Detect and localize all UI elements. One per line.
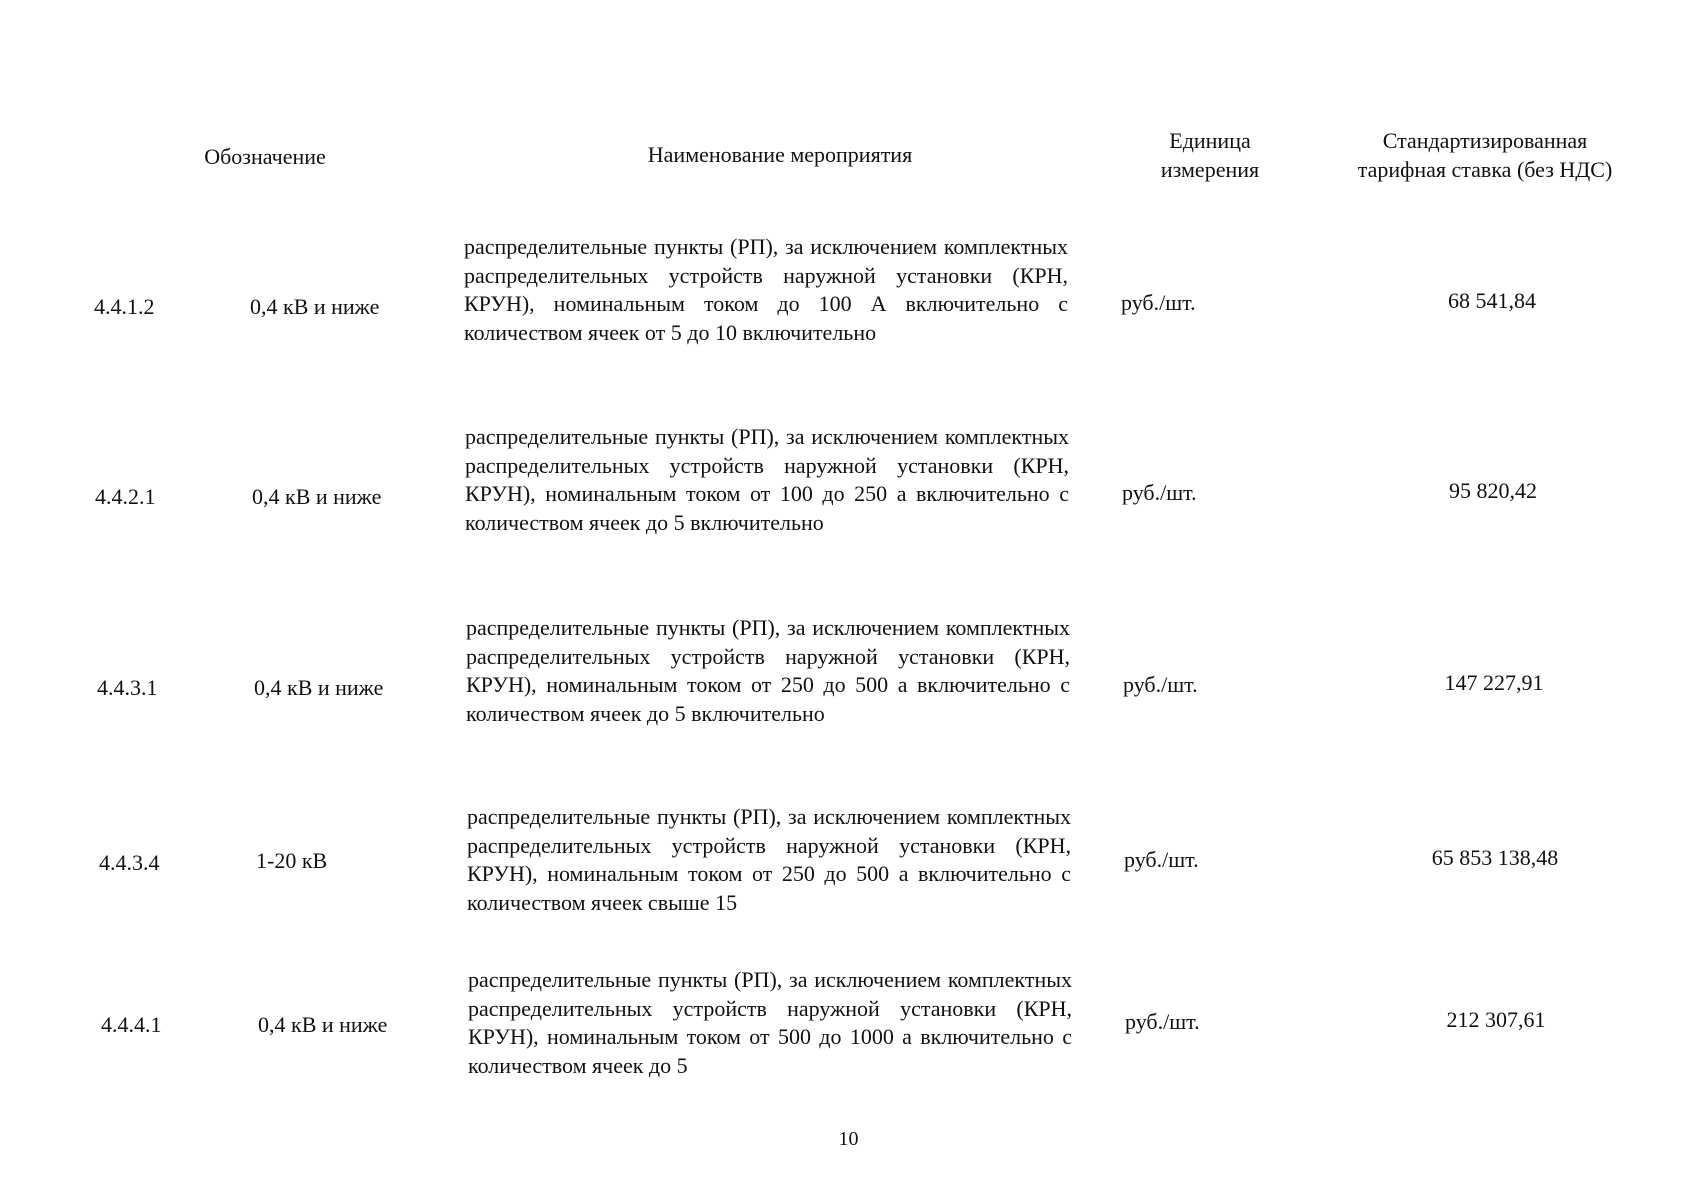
row-description: распределительные пункты (РП), за исключением комплектных распределительных устройств наружной установки (КРН, КРУН), номинальным током до 100 А включительно с количеством ячеек от 5 до 10 включительно (464, 234, 1068, 345)
row-voltage: 1-20 кВ (256, 848, 328, 873)
row-description: распределительные пункты (РП), за исключением комплектных распределительных устройств наружной установки (КРН, КРУН), номинальным током от 500 до 1000 а включительно с количеством ячеек до 5 (468, 967, 1072, 1078)
column-header-unit-line2: измерения (1160, 157, 1260, 182)
row-rate: 68 541,84 (1448, 288, 1536, 313)
column-header-rate-line1: Стандартизированная (1382, 128, 1588, 153)
row-voltage: 0,4 кВ и ниже (254, 675, 384, 700)
row-unit: руб./шт. (1124, 847, 1199, 872)
column-header-rate (1320, 126, 1650, 184)
row-voltage: 0,4 кВ и ниже (252, 484, 382, 509)
row-description: распределительные пункты (РП), за исключением комплектных распределительных устройств наружной установки (КРН, КРУН), номинальным током от 250 до 500 а включительно с количеством ячеек свыше 15 (467, 804, 1071, 915)
column-header-name: Наименование мероприятия (647, 142, 913, 167)
row-description: распределительные пункты (РП), за исключением комплектных распределительных устройств наружной установки (КРН, КРУН), номинальным током от 100 до 250 а включительно с количеством ячеек до 5 включительно (465, 424, 1069, 535)
row-rate: 147 227,91 (1444, 670, 1544, 695)
column-header-rate-line2: тарифная ставка (без НДС) (1357, 157, 1613, 182)
row-rate: 95 820,42 (1449, 478, 1537, 503)
row-unit: руб./шт. (1123, 672, 1198, 697)
column-header-unit (1110, 126, 1310, 184)
row-code: 4.4.2.1 (95, 484, 156, 509)
row-unit: руб./шт. (1125, 1009, 1200, 1034)
row-voltage: 0,4 кВ и ниже (258, 1012, 388, 1037)
row-code: 4.4.3.4 (99, 850, 160, 875)
row-description: распределительные пункты (РП), за исключением комплектных распределительных устройств наружной установки (КРН, КРУН), номинальным током от 250 до 500 а включительно с количеством ячеек до 5 включительно (466, 615, 1070, 726)
column-header-code: Обозначение (204, 144, 326, 169)
row-code: 4.4.3.1 (97, 675, 158, 700)
row-rate: 212 307,61 (1446, 1007, 1546, 1032)
row-voltage: 0,4 кВ и ниже (250, 294, 380, 319)
column-header-unit-line1: Единица (1169, 128, 1251, 153)
row-unit: руб./шт. (1122, 480, 1197, 505)
page-number: 10 (838, 1128, 859, 1150)
row-unit: руб./шт. (1121, 290, 1196, 315)
row-code: 4.4.1.2 (94, 294, 155, 319)
row-rate: 65 853 138,48 (1431, 845, 1559, 870)
row-code: 4.4.4.1 (101, 1012, 162, 1037)
